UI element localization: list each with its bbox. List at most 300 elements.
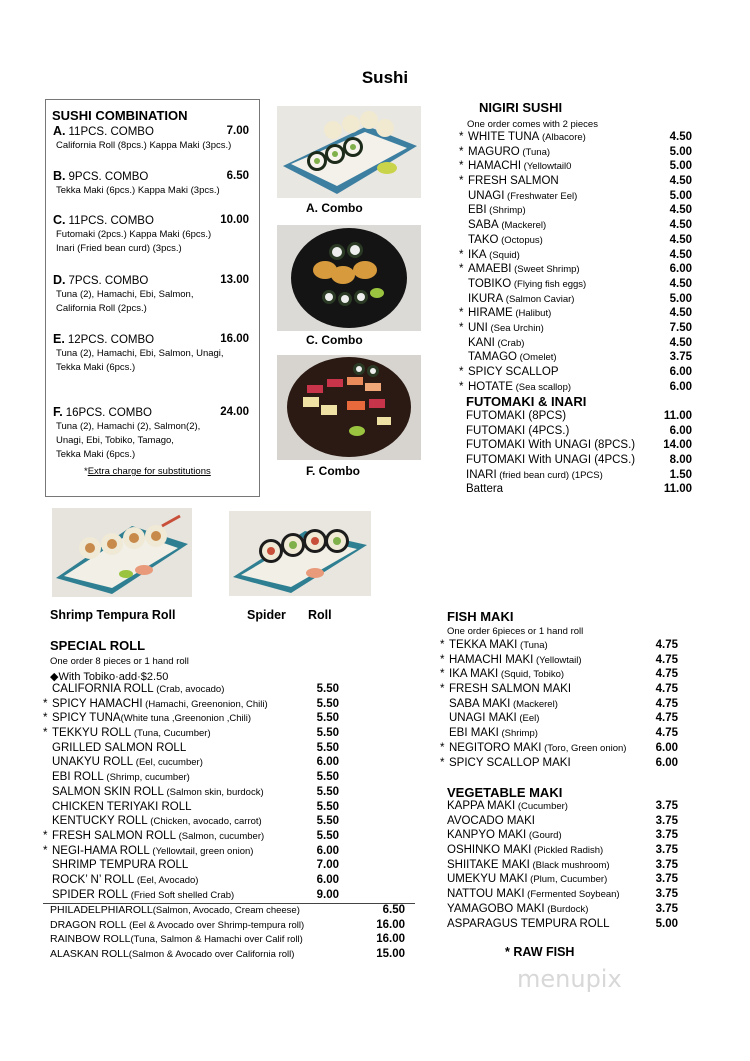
item-name: CALIFORNIA ROLL <box>52 683 154 695</box>
item-price: 4.75 <box>655 697 678 710</box>
caption-f-combo: F. Combo <box>306 464 360 478</box>
item-name-wrap <box>43 815 262 827</box>
item-price: 5.50 <box>316 727 339 740</box>
special-roll-extra-item <box>50 904 405 919</box>
combo-name: 12PCS. COMBO <box>67 334 155 346</box>
item-name: HOTATE <box>468 380 513 393</box>
combo-name-wrap <box>53 405 152 420</box>
combo-desc: Unagi, Ebi, Tobiko, Tamago, <box>56 435 174 446</box>
item-price: 5.00 <box>655 917 678 930</box>
item-name-wrap <box>43 830 264 842</box>
vegetable-maki-item <box>447 844 678 859</box>
item-note: (White tuna ,Greenonion ,Chili) <box>120 713 252 725</box>
combination-box <box>45 99 260 497</box>
item-name-wrap <box>459 263 580 275</box>
item-price: 6.00 <box>655 741 678 754</box>
item-name-wrap <box>459 146 550 158</box>
item-price: 5.50 <box>316 815 339 828</box>
item-name-wrap <box>43 786 264 798</box>
item-price: 7.00 <box>316 859 339 872</box>
item-name: SPIDER ROLL <box>52 888 129 901</box>
fish-maki-item <box>440 639 678 654</box>
nigiri-item <box>459 307 692 322</box>
combo-letter: A. <box>53 124 66 138</box>
vegetable-maki-item <box>447 829 678 844</box>
photo-shrimp-tempura-roll <box>52 508 192 597</box>
item-name-wrap <box>447 903 588 915</box>
item-price: 3.75 <box>655 829 678 842</box>
combo-price: 13.00 <box>220 274 249 286</box>
item-price: 8.00 <box>669 454 692 467</box>
item-name: INARI <box>466 468 497 481</box>
photo-a-combo <box>277 106 421 198</box>
raw-fish-star: * <box>459 160 464 173</box>
raw-fish-star: * <box>459 307 464 320</box>
item-price: 6.00 <box>669 263 692 276</box>
nigiri-item <box>459 234 692 249</box>
item-price: 6.00 <box>316 844 339 857</box>
item-name: FRESH SALMON MAKI <box>449 683 572 696</box>
item-note: (Flying fish eggs) <box>511 278 587 290</box>
raw-fish-star: * <box>43 697 48 710</box>
item-note: (Tuna) <box>517 640 548 651</box>
item-name-wrap <box>440 757 571 769</box>
item-name-wrap <box>466 469 603 481</box>
item-price: 5.00 <box>669 160 692 173</box>
item-price: 5.00 <box>669 189 692 202</box>
item-note: (Sea scallop) <box>512 381 572 393</box>
raw-fish-star: * <box>440 653 445 666</box>
special-roll-item <box>43 874 339 889</box>
item-name: AMAEBI <box>468 263 512 276</box>
item-price: 3.75 <box>655 844 678 857</box>
nigiri-item <box>459 219 692 234</box>
item-note: (Salmon Caviar) <box>503 293 575 305</box>
item-name: UNAGI <box>468 189 505 202</box>
nigiri-item <box>459 160 692 175</box>
fish-maki-sub: One order 6pieces or 1 hand roll <box>447 626 584 637</box>
item-price: 5.50 <box>316 771 339 784</box>
raw-fish-star: * <box>440 639 445 651</box>
item-name: TEKKYU ROLL <box>52 727 132 740</box>
item-name: OSHINKO MAKI <box>447 844 532 857</box>
item-name-wrap <box>459 351 557 363</box>
item-name: HIRAME <box>468 307 513 320</box>
raw-fish-star: * <box>459 175 464 188</box>
item-note: (Salmon & Avocado over California roll) <box>128 949 295 961</box>
item-price: 5.50 <box>316 741 339 754</box>
combo-row <box>53 169 253 184</box>
item-price: 16.00 <box>376 933 405 946</box>
raw-fish-star: * <box>43 712 48 725</box>
item-note: (Eel) <box>516 713 540 725</box>
item-note: (Tuna) <box>519 146 551 158</box>
item-price: 6.00 <box>316 873 339 886</box>
item-price: 3.75 <box>655 814 678 827</box>
nigiri-list <box>459 131 692 395</box>
nigiri-item <box>459 366 692 381</box>
item-name: UMEKYU MAKI <box>447 873 528 886</box>
item-note: (Salmon, Avocado, Cream cheese) <box>152 905 300 916</box>
combination-header: SUSHI COMBINATION <box>52 108 188 123</box>
caption-spider-roll: Roll <box>308 608 332 622</box>
combo-row <box>53 405 253 420</box>
item-name-wrap <box>440 712 539 724</box>
item-name: ASPARAGUS TEMPURA ROLL <box>447 917 610 930</box>
futomaki-list <box>466 410 692 498</box>
item-note: (Fermented Soybean) <box>524 889 620 901</box>
combo-desc: Futomaki (2pcs.) Kappa Maki (6pcs.) <box>56 229 212 240</box>
item-name: IKA MAKI <box>449 668 499 681</box>
item-name-wrap <box>50 904 300 916</box>
item-note: (Octopus) <box>498 234 543 246</box>
raw-fish-star: * <box>440 756 445 769</box>
fish-maki-item <box>440 698 678 713</box>
item-name: ROCK’ N’ ROLL <box>52 873 135 886</box>
item-note: (Freshwater Eel) <box>504 190 578 202</box>
item-note: (Gourd) <box>526 830 562 842</box>
item-price: 5.50 <box>316 697 339 710</box>
item-name-wrap <box>447 888 620 900</box>
item-price: 5.00 <box>669 145 692 158</box>
special-roll-sub: One order 8 pieces or 1 hand roll <box>50 656 189 667</box>
item-price: 9.00 <box>316 888 339 901</box>
vegetable-maki-item <box>447 888 678 903</box>
combo-item <box>53 273 253 316</box>
item-name: KAPPA MAKI <box>447 800 516 812</box>
combo-desc: Tekka Maki (6pcs.) <box>56 449 136 460</box>
raw-fish-star: * <box>459 131 464 143</box>
special-roll-item <box>43 830 339 845</box>
special-roll-item <box>43 727 339 742</box>
item-name-wrap <box>459 293 574 305</box>
item-note: (Salmon skin, burdock) <box>163 786 264 798</box>
caption-a-combo: A. Combo <box>306 201 363 215</box>
item-name-wrap <box>50 919 304 931</box>
combo-row <box>53 124 253 139</box>
item-name-wrap <box>43 845 253 857</box>
item-price: 6.00 <box>316 756 339 769</box>
item-name-wrap <box>440 683 571 695</box>
item-price: 5.00 <box>669 292 692 305</box>
item-name-wrap <box>459 204 526 216</box>
item-name: UNAGI MAKI <box>449 712 517 725</box>
special-roll-item <box>43 801 339 816</box>
item-price: 5.50 <box>316 683 339 695</box>
item-price: 6.50 <box>382 904 405 916</box>
item-note: (Sweet Shrimp) <box>511 264 580 276</box>
item-name: KANI <box>468 336 495 349</box>
futomaki-item <box>466 410 692 425</box>
item-name-wrap <box>43 756 203 768</box>
combo-row <box>53 332 253 347</box>
special-roll-header: SPECIAL ROLL <box>50 638 146 653</box>
shrimp-tempura-image <box>52 508 192 597</box>
combo-price: 10.00 <box>220 214 249 226</box>
item-name: UNI <box>468 321 488 334</box>
item-price: 4.75 <box>655 683 678 696</box>
photo-spider-roll <box>229 511 371 596</box>
item-note: (Hamachi, Greenonion, Chili) <box>142 698 268 710</box>
photo-c-combo <box>277 225 421 331</box>
item-name-wrap <box>466 483 503 495</box>
item-price: 4.50 <box>669 336 692 349</box>
item-note: (Chicken, avocado, carrot) <box>147 816 262 828</box>
item-name-wrap <box>466 454 635 466</box>
combo-name: 9PCS. COMBO <box>68 171 149 183</box>
item-name: SHRIMP TEMPURA ROLL <box>52 859 189 872</box>
item-name-wrap <box>447 918 610 930</box>
item-name: CHICKEN TERIYAKI ROLL <box>52 800 192 813</box>
item-name: FUTOMAKI With UNAGI (8PCS.) <box>466 439 636 452</box>
combo-item <box>53 213 253 256</box>
item-note: (Eel, cucumber) <box>133 757 203 769</box>
fish-maki-item <box>440 727 678 742</box>
item-name: EBI MAKI <box>449 727 499 740</box>
item-name: UNAKYU ROLL <box>52 756 134 769</box>
combo-desc: Tuna (2), Hamachi, Ebi, Salmon, <box>56 289 194 300</box>
item-name-wrap <box>459 160 571 172</box>
item-name-wrap <box>459 366 559 378</box>
item-name: TEKKA MAKI <box>449 639 518 651</box>
item-price: 4.50 <box>669 307 692 320</box>
item-price: 4.75 <box>655 727 678 740</box>
item-price: 5.50 <box>316 785 339 798</box>
combo-letter: D. <box>53 273 66 287</box>
nigiri-item <box>459 278 692 293</box>
item-name: SPICY TUNA <box>52 712 121 725</box>
fish-maki-list <box>440 639 678 771</box>
nigiri-item <box>459 175 692 190</box>
item-name-wrap <box>43 727 211 739</box>
item-name-wrap <box>43 874 198 886</box>
page-title: Sushi <box>361 68 409 87</box>
item-note: (Salmon, cucumber) <box>175 830 265 842</box>
item-note: (Yellowtail0 <box>521 161 572 173</box>
item-name-wrap <box>440 654 582 666</box>
special-roll-item <box>43 786 339 801</box>
special-roll-item <box>43 859 339 874</box>
combo-name: 7PCS. COMBO <box>68 275 149 287</box>
item-note: (Shrimp) <box>498 728 538 740</box>
item-name-wrap <box>447 859 610 871</box>
item-note: (Crab, avocado) <box>153 684 225 695</box>
nigiri-sub: One order comes with 2 pieces <box>467 119 598 130</box>
item-name-wrap <box>459 249 520 261</box>
item-name-wrap <box>459 278 586 290</box>
item-note: (Cucumber) <box>515 801 568 812</box>
raw-fish-star: * <box>459 145 464 158</box>
item-name-wrap <box>447 873 607 885</box>
vegetable-maki-item <box>447 903 678 918</box>
combo-desc: California Roll (8pcs.) Kappa Maki (3pcs.) <box>56 140 232 151</box>
raw-fish-star: * <box>459 248 464 261</box>
combo-desc: Tekka Maki (6pcs.) <box>56 362 136 373</box>
note-text: Extra charge for substitutions <box>87 466 211 477</box>
item-name: FUTOMAKI (8PCS) <box>466 410 567 422</box>
item-note: (Squid, Tobiko) <box>498 669 565 681</box>
item-name: EBI <box>468 204 487 217</box>
special-roll-item <box>43 683 339 698</box>
item-price: 4.50 <box>669 233 692 246</box>
item-name-wrap <box>447 829 562 841</box>
item-name-wrap <box>459 307 551 319</box>
item-name: IKA <box>468 248 487 261</box>
fish-maki-item <box>440 712 678 727</box>
combo-item <box>53 124 253 153</box>
item-name-wrap <box>440 742 626 754</box>
item-name: Battera <box>466 483 504 496</box>
item-price: 4.50 <box>669 175 692 188</box>
vegetable-maki-header: VEGETABLE MAKI <box>447 785 563 800</box>
item-name: KENTUCKY ROLL <box>52 815 148 828</box>
item-price: 4.50 <box>669 277 692 290</box>
item-name-wrap <box>43 683 224 695</box>
item-note: (Shrimp, cucumber) <box>103 772 190 784</box>
combo-price: 7.00 <box>226 125 249 137</box>
item-price: 6.00 <box>669 380 692 393</box>
item-name-wrap <box>440 698 558 710</box>
item-name: GRILLED SALMON ROLL <box>52 741 187 754</box>
item-name: NEGITORO MAKI <box>449 741 542 754</box>
item-price: 6.00 <box>655 756 678 769</box>
combo-letter: F. <box>53 405 63 419</box>
item-note: (Tuna, Salmon & Hamachi over Calif roll) <box>130 934 303 946</box>
item-name: SPICY SCALLOP MAKI <box>449 756 571 769</box>
item-name-wrap <box>43 889 234 901</box>
combo-desc: Tuna (2), Hamachi, Ebi, Salmon, Unagi, <box>56 348 224 359</box>
item-name-wrap <box>43 698 268 710</box>
futomaki-header: FUTOMAKI & INARI <box>466 394 587 409</box>
item-name-wrap <box>466 425 569 437</box>
combo-name: 16PCS. COMBO <box>65 407 153 419</box>
item-name: TAKO <box>468 233 499 246</box>
combo-item <box>53 332 253 375</box>
item-price: 3.75 <box>655 902 678 915</box>
combo-item <box>53 405 253 462</box>
item-price: 5.50 <box>316 712 339 725</box>
item-name-wrap <box>459 131 586 143</box>
item-name-wrap <box>459 219 546 231</box>
vegetable-maki-item <box>447 873 678 888</box>
item-name: ALASKAN ROLL <box>50 948 129 961</box>
raw-fish-star: * <box>440 668 445 681</box>
special-roll-item <box>43 698 339 713</box>
item-name: WHITE TUNA <box>468 131 540 143</box>
item-name-wrap <box>459 190 577 202</box>
item-name: SHIITAKE MAKI <box>447 858 530 871</box>
note-star: * <box>84 466 88 477</box>
nigiri-item <box>459 322 692 337</box>
item-note: (Albacore) <box>539 132 586 143</box>
item-price: 3.75 <box>655 800 678 812</box>
item-price: 1.50 <box>669 468 692 481</box>
fish-maki-item <box>440 683 678 698</box>
special-roll-list <box>43 683 339 903</box>
item-note: (Crab) <box>494 337 525 349</box>
item-price: 5.50 <box>316 800 339 813</box>
combo-name-wrap <box>53 124 154 139</box>
item-note: (Tuna, Cucumber) <box>131 728 211 740</box>
item-note: (Eel, Avocado) <box>134 874 199 886</box>
futomaki-item <box>466 483 692 498</box>
item-note: (Sea Urchin) <box>487 322 544 334</box>
nigiri-item <box>459 263 692 278</box>
item-name: FUTOMAKI (4PCS.) <box>466 424 570 437</box>
combo-row <box>53 273 253 288</box>
item-name: EBI ROLL <box>52 771 104 784</box>
item-name: SALMON SKIN ROLL <box>52 785 164 798</box>
item-name-wrap <box>447 800 568 812</box>
item-name-wrap <box>50 933 303 945</box>
c-combo-image <box>277 225 421 331</box>
nigiri-item <box>459 190 692 205</box>
nigiri-header: NIGIRI SUSHI <box>479 100 563 115</box>
item-name-wrap <box>459 337 524 349</box>
fish-maki-item <box>440 742 678 757</box>
item-name: IKURA <box>468 292 504 305</box>
nigiri-item <box>459 146 692 161</box>
raw-fish-star: * <box>43 844 48 857</box>
futomaki-item <box>466 454 692 469</box>
special-roll-item <box>43 815 339 830</box>
special-roll-extra-list <box>50 904 405 963</box>
raw-fish-star: * <box>43 829 48 842</box>
item-name-wrap <box>440 639 548 651</box>
combo-item <box>53 169 253 198</box>
combo-desc: Inari (Fried bean curd) (3pcs.) <box>56 243 182 254</box>
raw-fish-star: * <box>459 321 464 334</box>
nigiri-item <box>459 293 692 308</box>
item-name-wrap <box>459 175 559 187</box>
item-price: 6.00 <box>669 424 692 437</box>
item-price: 4.75 <box>655 639 678 651</box>
f-combo-image <box>277 355 421 460</box>
caption-spider: Spider <box>247 608 286 622</box>
item-price: 4.75 <box>655 668 678 681</box>
watermark: menupix <box>517 965 622 993</box>
item-name-wrap <box>459 322 544 334</box>
combo-name-wrap <box>53 332 154 347</box>
vegetable-maki-item <box>447 800 678 815</box>
raw-fish-note: * RAW FISH <box>505 945 575 959</box>
vegetable-maki-item <box>447 918 678 933</box>
caption-c-combo: C. Combo <box>306 333 363 347</box>
photo-f-combo <box>277 355 421 460</box>
nigiri-item <box>459 351 692 366</box>
item-name: RAINBOW ROLL <box>50 933 131 946</box>
futomaki-item <box>466 425 692 440</box>
futomaki-item <box>466 439 692 454</box>
item-name: TOBIKO <box>468 277 512 290</box>
item-name-wrap <box>43 771 190 783</box>
item-name: NEGI-HAMA ROLL <box>52 844 150 857</box>
item-price: 4.50 <box>669 219 692 232</box>
item-name: HAMACHI <box>468 160 522 173</box>
combo-desc: Tekka Maki (6pcs.) Kappa Maki (3pcs.) <box>56 185 220 196</box>
item-note: (Pickled Radish) <box>531 845 604 857</box>
item-note: (Yellowtail, green onion) <box>149 845 254 857</box>
item-name: SPICY SCALLOP <box>468 366 559 378</box>
item-note: (Yellowtail) <box>533 654 582 666</box>
item-name: FRESH SALMON ROLL <box>52 829 176 842</box>
item-price: 11.00 <box>663 410 692 422</box>
item-price: 5.50 <box>316 829 339 842</box>
item-note: (Omelet) <box>516 352 557 364</box>
combo-letter: B. <box>53 169 66 183</box>
combo-letter: E. <box>53 332 65 346</box>
special-roll-item <box>43 771 339 786</box>
